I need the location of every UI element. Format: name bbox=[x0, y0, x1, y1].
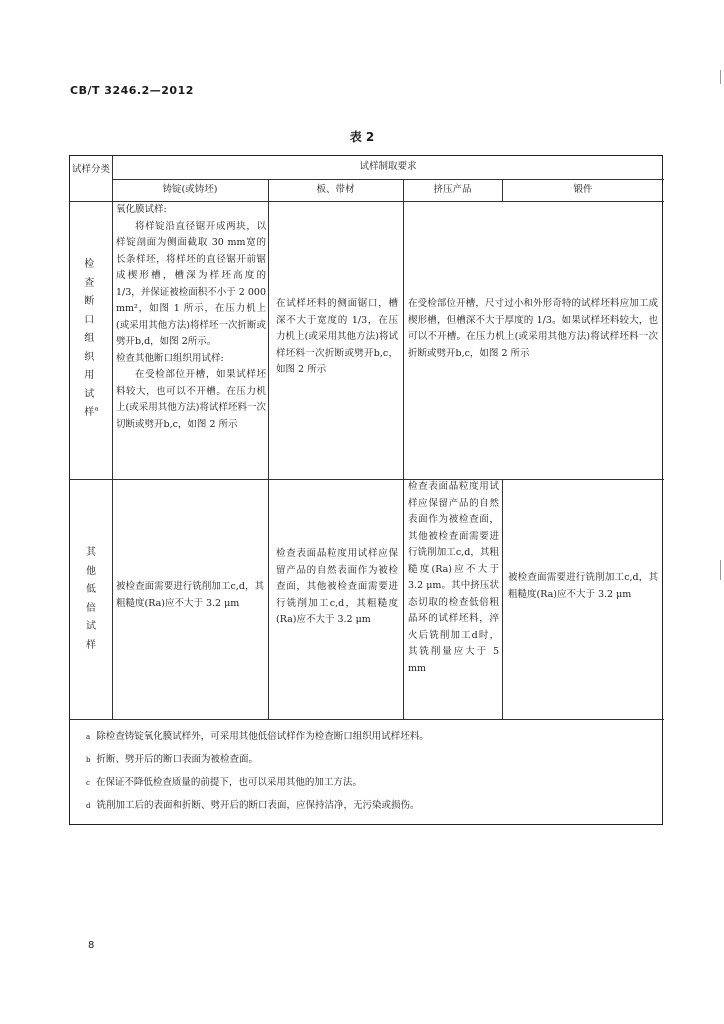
col-divider bbox=[403, 179, 404, 719]
row-divider bbox=[70, 479, 664, 480]
footnote-d-text: 铣削加工后的表面和折断、劈开后的断口表面，应保持洁净，无污染或损伤。 bbox=[96, 800, 420, 811]
footnote-d-mark: d bbox=[86, 802, 91, 810]
row1-ingot-heading: 氧化膜试样: bbox=[116, 204, 167, 215]
row-label-fracture-sup: a bbox=[94, 405, 99, 413]
footnote-a-mark: a bbox=[86, 733, 91, 741]
table-body-bottom-line bbox=[70, 719, 664, 720]
header-extrusion: 挤压产品 bbox=[433, 184, 472, 195]
footnote-b-text: 折断、劈开后的断口表面为被检查面。 bbox=[96, 754, 258, 765]
footnote-d bbox=[86, 798, 646, 814]
scan-edge-mark bbox=[720, 560, 721, 580]
footnote-a-text: 除检查铸锭氧化膜试样外，可采用其他低倍试样作为检查断口组织用试样坯料。 bbox=[96, 731, 429, 742]
header-requirements: 试样制取要求 bbox=[359, 161, 417, 172]
table-title: 表 2 bbox=[349, 130, 375, 144]
standard-code: CB/T 3246.2—2012 bbox=[70, 84, 194, 97]
header-plate-strip: 板、带材 bbox=[316, 184, 355, 195]
scan-edge-mark bbox=[720, 70, 721, 84]
row2-ingot-cell: 被检查面需要进行铣削加工c,d，其粗糙度(Ra)应不大于 3.2 μm bbox=[116, 581, 264, 609]
footnote-c-text: 在保证不降低检查质量的前提下，也可以采用其他的加工方法。 bbox=[95, 777, 362, 788]
row2-extrusion-cell: 检查表面晶粒度用试样应保留产品的自然表面作为被检查面，其他被检查面需要进行铣削加工c,d，其粗糙度(Ra)应不大于 3.2 μm。其中挤压状态切取的检查低倍粗晶环的试样坯料，淬火后铣削加工d时，其铣削量应大于 5 mm bbox=[408, 481, 499, 674]
row1-extrusion-forging-cell: 在受检部位开槽，尺寸过小和外形奇特的试样坯料应加工成楔形槽，但槽深不大于厚度的 1/3。如果试样坯料较大，也可以不开槽。在压力机上(或采用其他方法)将试样坯料一次折断或劈开b,c，如图 2 所示 bbox=[408, 298, 658, 359]
col-divider bbox=[268, 179, 269, 719]
row-label-other-macro-text: 其他低倍试样 bbox=[86, 547, 96, 651]
row1-ingot-para-2: 在受检部位开槽，如果试样坯料较大，也可以不开槽。在压力机上(或采用其他方法)将试样坯料一次切断或劈开b,c，如图 2 所示 bbox=[116, 369, 266, 430]
row-label-fracture-text: 检查断口组织用试样 bbox=[84, 259, 95, 418]
row1-plate-cell: 在试样坯料的侧面锯口，槽深不大于宽度的 1/3，在压力机上(或采用其他方法)将试样坯料一次折断或劈开b,c，如图 2 所示 bbox=[276, 298, 398, 375]
page-number: 8 bbox=[88, 940, 95, 951]
header-forging: 锻件 bbox=[573, 184, 593, 195]
footnote-a bbox=[86, 729, 646, 745]
row1-ingot-heading-2: 检查其他断口组织用试样: bbox=[116, 352, 224, 364]
footnote-c-mark: c bbox=[86, 779, 90, 787]
row1-ingot-para: 将样锭沿直径锯开成两块，以样锭剖面为侧面截取 30 mm宽的长条样坯，将样坯的直径锯开前锯成楔形槽，槽深为样坯高度的 1/3，并保证被检面积不小于 2 000 mm²，如图 1 所示，在压力机上(或采用其他方法)将样坯一次折断或劈开b,d，如图 2所示。 bbox=[116, 220, 267, 347]
col-divider bbox=[502, 479, 503, 719]
row2-forging-cell: 被检查面需要进行铣削加工c,d，其粗糙度(Ra)应不大于 3.2 μm bbox=[508, 572, 658, 600]
header-ingot: 铸锭(或铸坯) bbox=[162, 184, 218, 195]
header-divider bbox=[112, 179, 664, 180]
footnote-c bbox=[86, 775, 646, 791]
sample-requirements-table bbox=[69, 155, 663, 825]
header-sample-type: 试样分类 bbox=[71, 164, 110, 175]
row1-ingot-cell bbox=[116, 202, 266, 433]
col-divider bbox=[112, 156, 113, 719]
footnote-b bbox=[86, 752, 646, 768]
footnote-b-mark: b bbox=[86, 756, 91, 764]
row2-plate-cell: 检查表面晶粒度用试样应保留产品的自然表面作为被检查面，其他被检查面需要进行铣削加工c,d，其粗糙度(Ra)应不大于 3.2 μm bbox=[276, 548, 398, 625]
row-label-fracture bbox=[70, 256, 112, 423]
row-label-other-macro bbox=[70, 544, 112, 655]
